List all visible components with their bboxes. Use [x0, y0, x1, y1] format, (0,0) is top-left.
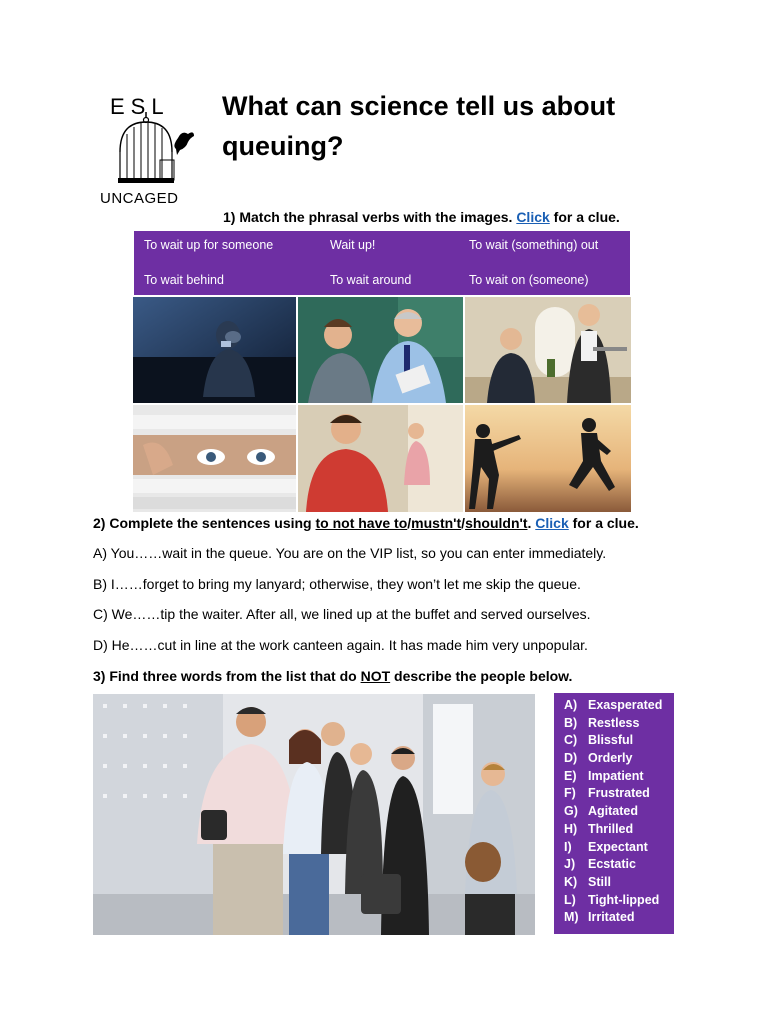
- photo-peeking-through-blinds: [133, 405, 296, 512]
- sentence-d: D) He……cut in line at the work canteen again. It has made him very unpopular.: [93, 637, 588, 653]
- word-letter: I): [564, 839, 572, 854]
- option-separator: /: [407, 515, 412, 531]
- birdcage-icon: [116, 112, 196, 186]
- option-separator: /: [461, 515, 466, 531]
- word-letter: G): [564, 804, 578, 819]
- option-mustnt: mustn't: [411, 515, 462, 531]
- logo-top-text: ESL: [110, 94, 170, 119]
- word-text: Blissful: [588, 733, 634, 748]
- question-1: [223, 209, 620, 225]
- word-text: Agitated: [588, 804, 638, 819]
- word-letter: H): [564, 821, 578, 836]
- word-text: Impatient: [588, 768, 644, 783]
- word-letter: A): [564, 698, 578, 712]
- list-item: [564, 715, 674, 733]
- question-3-text: 3) Find three words from the list that do: [93, 668, 361, 684]
- verb-cell: To wait around: [330, 273, 412, 287]
- word-letter: L): [564, 892, 576, 907]
- verb-cell: To wait behind: [144, 273, 224, 287]
- list-item: [564, 732, 674, 750]
- question-2-suffix: for a clue.: [568, 515, 639, 531]
- sentence-b: B) I……forget to bring my lanyard; otherwise, they won’t let me skip the queue.: [93, 576, 581, 592]
- word-text: Exasperated: [588, 698, 663, 712]
- word-letter: K): [564, 874, 578, 889]
- word-text: Still: [588, 874, 611, 889]
- option-not-have-to: to not have to: [315, 515, 408, 531]
- question-3-suffix: describe the people below.: [390, 668, 573, 684]
- list-item: [564, 803, 674, 821]
- list-item: [564, 874, 674, 892]
- word-letter: B): [564, 715, 578, 730]
- word-letter: D): [564, 751, 578, 766]
- photo-waiting-up-at-night: [133, 297, 296, 403]
- list-item: [564, 697, 674, 715]
- list-item: [564, 768, 674, 786]
- word-text: Thrilled: [588, 821, 634, 836]
- list-item: [564, 750, 674, 768]
- verb-cell: To wait on (someone): [469, 273, 589, 287]
- word-text: Restless: [588, 715, 640, 730]
- question-3: [93, 668, 572, 684]
- verb-cell: To wait up for someone: [144, 238, 274, 252]
- word-text: Tight-lipped: [588, 892, 660, 907]
- word-letter: C): [564, 733, 578, 748]
- logo-bottom-text: UNCAGED: [100, 190, 179, 207]
- q1-clue-link[interactable]: Click: [516, 209, 550, 225]
- sentence-a: A) You……wait in the queue. You are on the VIP list, so you can enter immediately.: [93, 545, 607, 561]
- photo-teacher-student: [298, 297, 463, 403]
- question-3-emphasis: NOT: [360, 668, 391, 684]
- list-item: [564, 892, 674, 910]
- word-text: Ecstatic: [588, 857, 636, 872]
- list-item: [564, 856, 674, 874]
- verb-cell: Wait up!: [330, 238, 376, 252]
- q2-clue-link[interactable]: Click: [535, 515, 569, 531]
- photo-people-queuing: [93, 694, 535, 935]
- question-2: [93, 515, 639, 531]
- photo-running-silhouettes: [465, 405, 631, 512]
- question-1-text: 1) Match the phrasal verbs with the images.: [223, 209, 517, 225]
- question-2-text: 2) Complete the sentences using: [93, 515, 316, 531]
- word-letter: M): [564, 910, 579, 925]
- option-period: .: [527, 515, 536, 531]
- word-letter: E): [564, 768, 577, 783]
- word-text: Orderly: [588, 751, 633, 766]
- word-letter: F): [564, 786, 576, 801]
- word-letter: J): [564, 857, 576, 872]
- question-1-suffix: for a clue.: [549, 209, 620, 225]
- phrasal-verb-photo-grid: [133, 297, 631, 512]
- list-item: [564, 909, 674, 927]
- sentence-c: C) We……tip the waiter. After all, we lined up at the buffet and served ourselves.: [93, 606, 591, 622]
- word-text: Expectant: [588, 839, 648, 854]
- word-text: Irritated: [588, 910, 635, 925]
- list-item: [564, 839, 674, 857]
- phrasal-verb-table: [134, 231, 630, 295]
- word-text: Frustrated: [588, 786, 650, 801]
- descriptive-word-list: [554, 693, 674, 934]
- list-item: [564, 785, 674, 803]
- option-shouldnt: shouldn't: [465, 515, 528, 531]
- photo-waiter: [465, 297, 631, 403]
- photo-bored-man-waiting: [298, 405, 463, 512]
- page-title: What can science tell us about queuing?: [222, 91, 616, 161]
- verb-cell: To wait (something) out: [469, 238, 599, 252]
- esl-uncaged-logo: [96, 94, 200, 212]
- list-item: [564, 821, 674, 839]
